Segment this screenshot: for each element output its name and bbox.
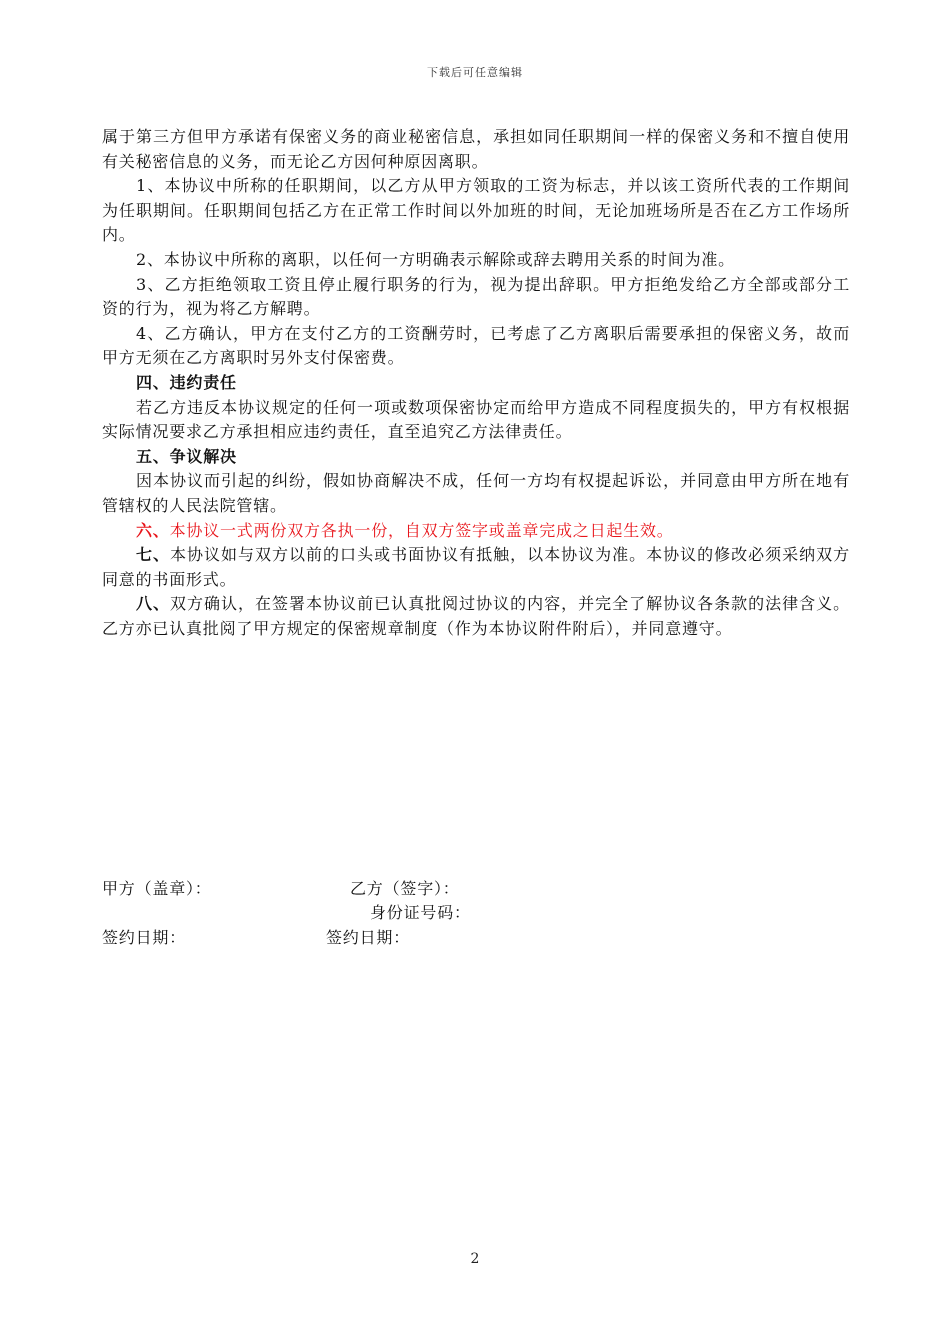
paragraph-clause-1: 1、本协议中所称的任职期间，以乙方从甲方领取的工资为标志，并以该工资所代表的工作期间为任职期间。任职期间包括乙方在正常工作时间以外加班的时间，无论加班场所是否在乙方工作场所内。 (102, 176, 850, 245)
paragraph-clause-3: 3、乙方拒绝领取工资且停止履行职务的行为，视为提出辞职。甲方拒绝发给乙方全部或部分工资的行为，视为将乙方解聘。 (102, 274, 850, 319)
section-6-label: 六、 (136, 520, 170, 540)
section-heading-dispute: 五、争议解决 (136, 446, 237, 466)
page-header: 下载后可任意编辑 (427, 66, 523, 79)
section-8-label: 八、 (136, 594, 171, 614)
section-8-text: 双方确认，在签署本协议前已认真批阅过协议的内容，并完全了解协议各条款的法律含义。乙方亦已认真批阅了甲方规定的保密规章制度（作为本协议附件附后），并同意遵守。 (102, 594, 850, 638)
paragraph-clause-4: 4、乙方确认，甲方在支付乙方的工资酬劳时，已考虑了乙方离职后需要承担的保密义务，故而甲方无须在乙方离职时另外支付保密费。 (102, 323, 850, 368)
paragraph-clause-2: 2、本协议中所称的离职，以任何一方明确表示解除或辞去聘用关系的时间为准。 (136, 249, 735, 269)
party-a-date-label: 签约日期： (102, 928, 187, 947)
section-8 (102, 592, 850, 641)
page-number: 2 (470, 1251, 480, 1267)
party-b-signature-label: 乙方（签字）： (350, 879, 460, 898)
section-7-label: 七、 (136, 545, 171, 565)
paragraph-dispute: 因本协议而引起的纠纷，假如协商解决不成，任何一方均有权提起诉讼，并同意由甲方所在地有管辖权的人民法院管辖。 (102, 471, 850, 515)
paragraph-breach: 若乙方违反本协议规定的任何一项或数项保密协定而给甲方造成不同程度损失的，甲方有权根据实际情况要求乙方承担相应违约责任，直至追究乙方法律责任。 (102, 397, 850, 442)
section-heading-breach: 四、违约责任 (136, 372, 237, 392)
section-6 (102, 519, 850, 544)
section-7 (102, 543, 850, 592)
party-b-date-label: 签约日期： (326, 928, 411, 947)
section-7-text: 本协议如与双方以前的口头或书面协议有抵触，以本协议为准。本协议的修改必须采纳双方同意的书面形式。 (102, 545, 850, 589)
party-a-seal-label: 甲方（盖章）： (102, 879, 212, 898)
section-6-text: 本协议一式两份双方各执一份，自双方签字或盖章完成之日起生效。 (169, 520, 674, 540)
agreement-body (102, 125, 850, 641)
paragraph-continuation: 属于第三方但甲方承诺有保密义务的商业秘密信息，承担如同任职期间一样的保密义务和不擅自使用有关秘密信息的义务，而无论乙方因何种原因离职。 (102, 127, 850, 171)
id-number-label: 身份证号码： (370, 903, 471, 922)
